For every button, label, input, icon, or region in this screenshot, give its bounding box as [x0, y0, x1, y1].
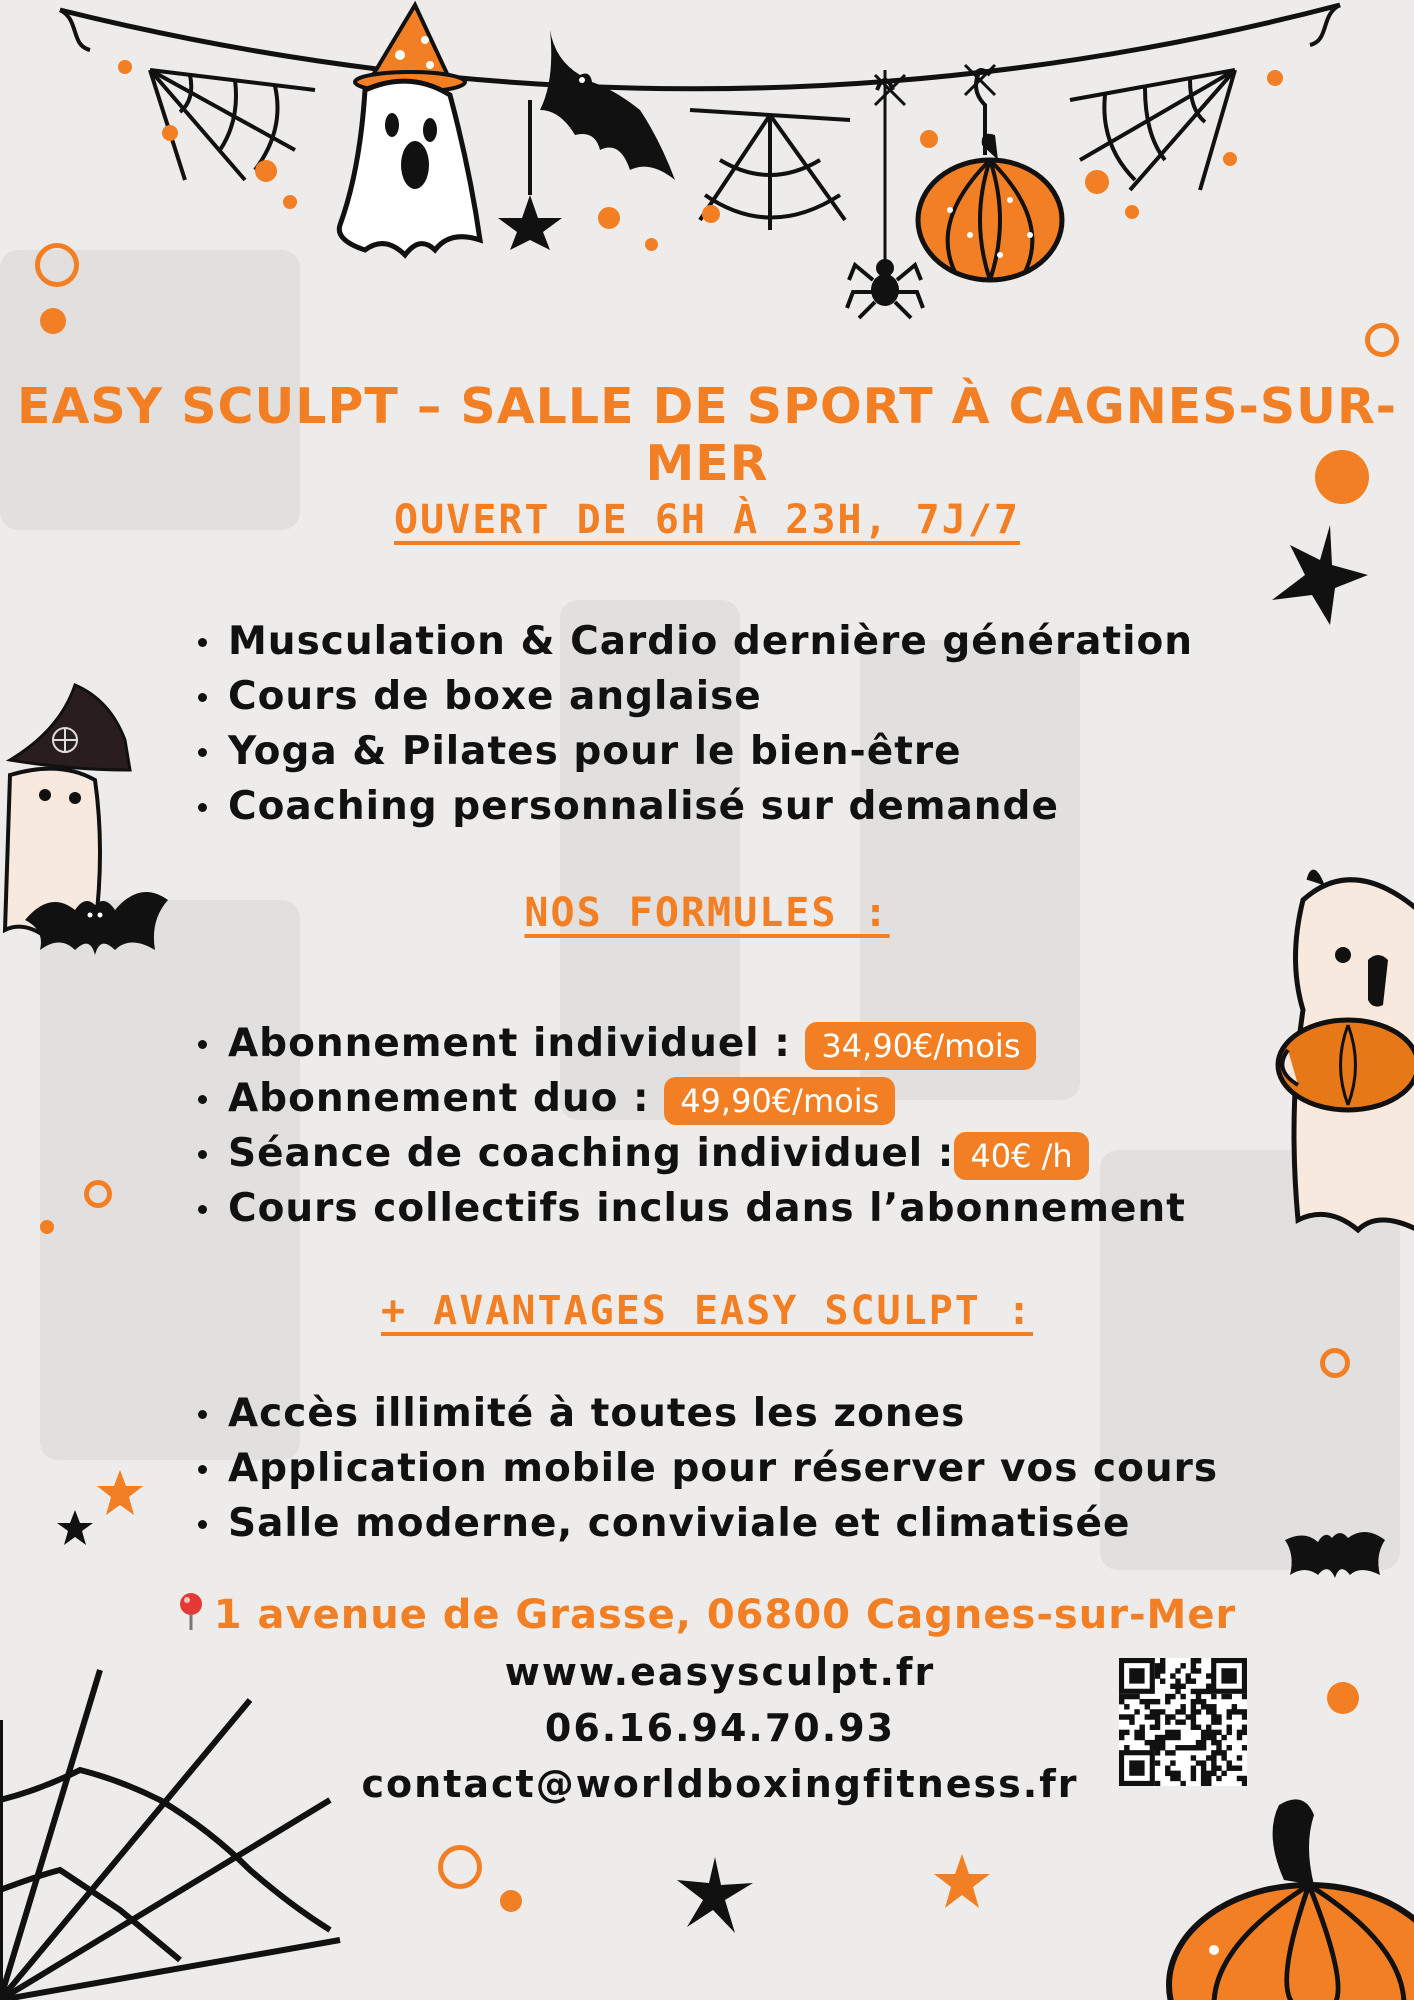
phone-number[interactable]: 06.16.94.70.93 [544, 1706, 896, 1750]
star-icon [932, 1852, 992, 1912]
list-item [196, 1126, 1186, 1181]
confetti-dot [40, 308, 66, 334]
formule-label: Abonnement individuel : [228, 1021, 806, 1066]
email-link[interactable]: contact@worldboxingfitness.fr [361, 1762, 1079, 1806]
confetti-dot [40, 1220, 54, 1234]
star-icon [95, 1468, 145, 1518]
confetti-ring [1365, 323, 1399, 357]
bat-icon [520, 20, 680, 180]
confetti-dot [702, 205, 720, 223]
spiderweb-icon [145, 50, 325, 190]
star-icon [55, 1508, 95, 1548]
address [0, 1592, 1414, 1638]
confetti-dot [283, 195, 297, 209]
list-item: Cours de boxe anglaise [196, 669, 1193, 724]
pumpkin-icon [910, 60, 1070, 350]
address-text: 1 avenue de Grasse, 06800 Cagnes-sur-Mer [213, 1592, 1237, 1638]
list-item [196, 1016, 1186, 1071]
formules-list [196, 1016, 1186, 1236]
price-badge: 40€ /h [954, 1132, 1088, 1180]
confetti-dot [920, 130, 938, 148]
confetti-dot [1267, 70, 1283, 86]
confetti-dot [598, 207, 620, 229]
list-item: Musculation & Cardio dernière génération [196, 614, 1193, 669]
confetti-ring [35, 243, 79, 287]
confetti-dot [1223, 152, 1237, 166]
confetti-dot [255, 160, 277, 182]
confetti-dot [1327, 1682, 1359, 1714]
list-item: Salle moderne, conviviale et climatisée [196, 1496, 1218, 1551]
bow-icon [960, 60, 1000, 100]
confetti-ring [1320, 1348, 1350, 1378]
bat-icon [1280, 1520, 1390, 1580]
location-pin-icon [178, 1592, 204, 1632]
bow-icon [870, 70, 910, 110]
website-link[interactable]: www.easysculpt.fr [504, 1650, 936, 1694]
list-item: Coaching personnalisé sur demande [196, 779, 1193, 834]
pumpkin-icon [1164, 1785, 1414, 2000]
confetti-dot [162, 125, 178, 141]
qr-code-icon[interactable] [1119, 1658, 1247, 1786]
list-item [196, 1071, 1186, 1126]
list-item: Yoga & Pilates pour le bien-être [196, 724, 1193, 779]
confetti-dot [118, 60, 132, 74]
formules-heading: NOS FORMULES : [524, 890, 890, 936]
ghost-icon [330, 0, 490, 260]
confetti-dot [1125, 205, 1139, 219]
price-badge: 34,90€/mois [805, 1022, 1036, 1070]
list-item: Accès illimité à toutes les zones [196, 1386, 1218, 1441]
confetti-ring [438, 1845, 482, 1889]
avantages-heading: + AVANTAGES EASY SCULPT : [380, 1288, 1034, 1334]
confetti-dot [1085, 170, 1109, 194]
list-item: Application mobile pour réserver vos cours [196, 1441, 1218, 1496]
star-icon [675, 1855, 755, 1935]
price-badge: 49,90€/mois [664, 1077, 895, 1125]
page-title: EASY SCULPT – SALLE DE SPORT À CAGNES-SUR-MER [16, 378, 1398, 492]
features-list [196, 614, 1193, 834]
avantages-list [196, 1386, 1218, 1551]
formule-label: Cours collectifs inclus dans l’abonnement [228, 1186, 1186, 1231]
opening-hours-heading: OUVERT DE 6H À 23H, 7J/7 [394, 497, 1020, 543]
confetti-ring [84, 1180, 112, 1208]
formule-label: Abonnement duo : [228, 1076, 665, 1121]
spiderweb-icon [0, 1660, 350, 2000]
list-item [196, 1181, 1186, 1236]
formule-label: Séance de coaching individuel : [228, 1131, 955, 1176]
confetti-dot [645, 238, 658, 251]
confetti-dot [500, 1890, 522, 1912]
